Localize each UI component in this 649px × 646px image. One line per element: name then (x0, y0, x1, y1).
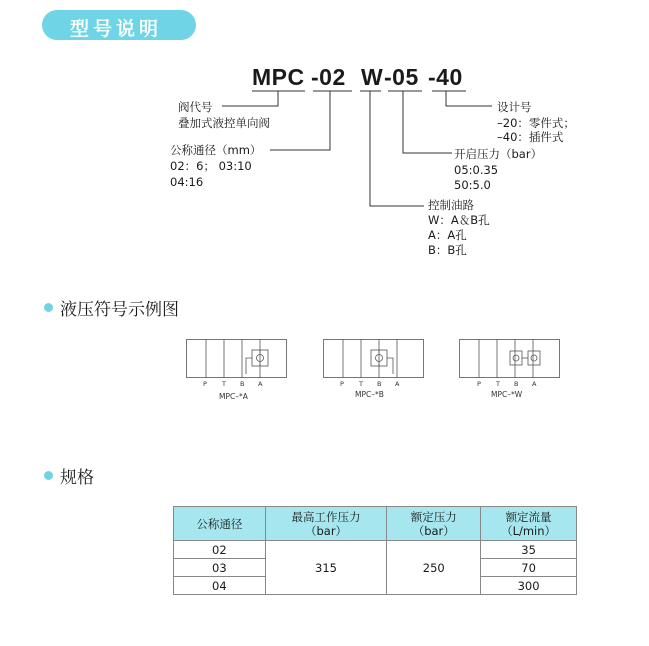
valve-code-desc: 叠加式液控单向阀 (178, 116, 270, 130)
header-max-pressure: 最高工作压力 （bar） (265, 507, 387, 541)
control-oil-opt2: A：A孔 (428, 228, 467, 242)
symbol-diagram-b (323, 339, 425, 379)
cell-size: 03 (174, 559, 266, 577)
model-code-mpc: MPC (252, 64, 305, 90)
spec-section-title: 规格 (60, 468, 94, 488)
bullet-dot (44, 303, 53, 312)
port-label-t: T (496, 380, 500, 388)
port-label-p: P (477, 380, 481, 388)
header-rated-flow: 额定流量 （L/min） (481, 507, 577, 541)
header-title: 型号说明 (70, 18, 163, 40)
symbols-section-title: 液压符号示例图 (60, 300, 179, 320)
bullet-dot (44, 471, 53, 480)
design-no-title: 设计号 (497, 100, 532, 114)
nominal-size-line2: 04:16 (170, 175, 204, 189)
symbol-label-b: MPC–*B (355, 390, 384, 399)
design-no-opt1: –20：零件式； (497, 116, 575, 130)
valve-code-title: 阀代号 (178, 100, 213, 114)
port-label-t: T (222, 380, 226, 388)
spec-table (173, 506, 577, 595)
port-label-a: A (532, 380, 537, 388)
cell-max-pressure: 315 (265, 541, 387, 595)
header-rated-pressure: 额定压力 （bar） (387, 507, 481, 541)
symbol-label-a: MPC–*A (219, 392, 248, 401)
port-label-b: B (240, 380, 245, 388)
port-label-p: P (340, 380, 344, 388)
cell-size: 04 (174, 577, 266, 595)
table-header-row (174, 507, 577, 541)
opening-pressure-opt2: 50:5.0 (454, 178, 491, 192)
nominal-size-title: 公称通径（mm） (170, 143, 262, 157)
cell-size: 02 (174, 541, 266, 559)
model-code-size: -02 (311, 64, 346, 90)
cell-rated-pressure: 250 (387, 541, 481, 595)
port-label-p: P (203, 380, 207, 388)
symbol-diagram-a (186, 339, 288, 379)
opening-pressure-title: 开启压力（bar） (454, 147, 543, 161)
port-label-a: A (395, 380, 400, 388)
symbol-diagram-w (459, 339, 561, 379)
port-label-b: B (514, 380, 519, 388)
control-oil-title: 控制油路 (428, 198, 474, 212)
design-no-opt2: –40：插件式 (497, 130, 564, 144)
cell-flow: 300 (481, 577, 577, 595)
model-code-pressure: -05 (384, 64, 419, 90)
header-nominal-size: 公称通径 (174, 507, 266, 541)
port-label-t: T (359, 380, 363, 388)
cell-flow: 70 (481, 559, 577, 577)
symbol-label-w: MPC–*W (491, 390, 523, 399)
cell-flow: 35 (481, 541, 577, 559)
model-code-leader-lines (0, 0, 649, 300)
port-label-a: A (258, 380, 263, 388)
model-code-design: -40 (428, 64, 463, 90)
table-row (174, 541, 577, 559)
nominal-size-line1: 02：6； 03:10 (170, 159, 252, 173)
control-oil-opt1: W：A＆B孔 (428, 213, 490, 227)
port-label-b: B (377, 380, 382, 388)
opening-pressure-opt1: 05:0.35 (454, 163, 499, 177)
control-oil-opt3: B：B孔 (428, 243, 467, 257)
model-code-control: W (361, 64, 384, 90)
